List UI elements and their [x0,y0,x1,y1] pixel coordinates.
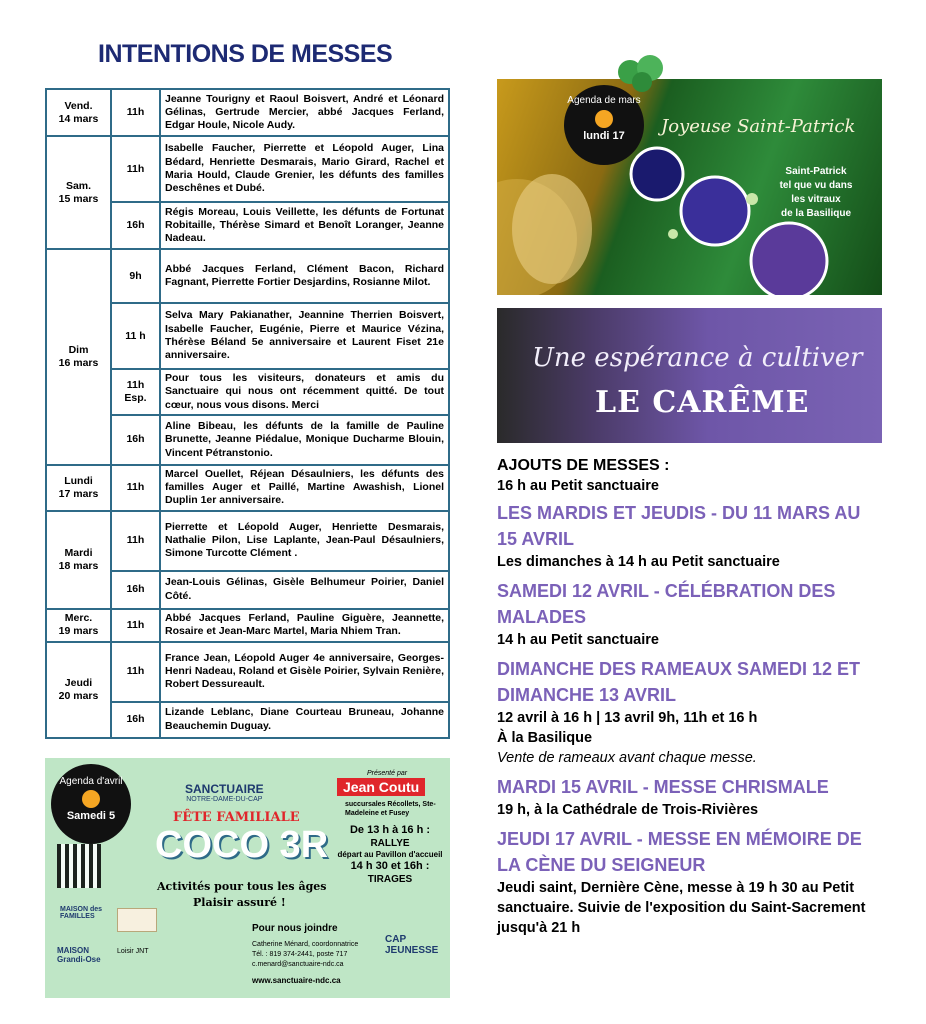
mass-row [46,465,449,511]
mass-intention-text: France Jean, Léopold Auger 4e anniversaire, Georges-Henri Nadeau, Roland et Gisèle Poirier, Sylvain Renière, Robert Dessureault. [160,642,449,702]
mass-intention-text: Marcel Ouellet, Réjean Désaulniers, les défunts des familles Auger et Paillé, Martine Awashish, Lionel Duplin 1er anniversaire. [160,465,449,511]
mass-date: 20 mars [58,689,99,702]
ajout-title: MARDI 15 AVRIL - MESSE CHRISMALE [497,777,829,797]
mass-day: Sam. [65,179,92,192]
mass-intentions-table [45,88,450,739]
mass-time: 16h [111,702,160,738]
ajout-note: Vente de rameaux avant chaque messe. [497,750,757,766]
mass-intention-text: Régis Moreau, Louis Veillette, les défunts de Fortunat Robitaille, Thérèse Simard et Benoît Loranger, Jeanne Nadeau. [160,202,449,249]
mass-day-cell [46,249,111,465]
mass-date: 18 mars [58,559,99,572]
page-title: INTENTIONS DE MESSES [98,40,393,68]
sponsor-logo: Jean Coutu [337,778,425,796]
mass-intention-text: Jean-Louis Gélinas, Gisèle Belhumeur Poirier, Daniel Côté. [160,571,449,609]
mass-row [46,642,449,702]
ajout-line: Les dimanches à 14 h au Petit sanctuaire [497,554,780,570]
partner-logo [117,908,157,932]
saint-patrick-banner [497,79,882,295]
badge-top-text: Agenda d'avril [59,776,123,787]
ajout-line: 14 h au Petit sanctuaire [497,632,659,648]
maison-grandi-ose-logo: MAISON Grandi-Ose [57,946,101,964]
loisir-jnt-logo: Loisir JNT [117,948,149,955]
mass-date: 19 mars [58,625,99,638]
mass-time: 11h [111,609,160,642]
ajout-section [497,500,897,572]
website-link[interactable]: www.sanctuaire-ndc.ca [252,976,341,985]
caption-line: les vitraux [791,194,841,205]
contact-phone: Tél. : 819 374-2441, poste 717 [252,951,348,958]
ajout-title: JEUDI 17 AVRIL - MESSE EN MÉMOIRE DE LA CÈNE DU SEIGNEUR [497,829,862,875]
mass-intention-text: Selva Mary Pakianather, Jeannine Therrien Boisvert, Isabelle Faucher, Eugénie, Pierre et Maurice Vézina, Thérèse Béland 5e anniversaire et Laurent Fiset 21e anniversaire. [160,303,449,369]
ajout-line: À la Basilique [497,730,593,746]
mass-intention-text: Abbé Jacques Ferland, Clément Bacon, Richard Fagnant, Pierrette Fortier Desjardins, Rosianne Milot. [160,249,449,303]
mass-intention-text: Abbé Jacques Ferland, Pauline Giguère, Jeannette, Rosaire et Jean-Marc Martel, Maria Nhiem Tran. [160,609,449,642]
mass-time: 16h [111,571,160,609]
mass-day-cell [46,609,111,642]
ajouts-section [497,456,897,938]
contact-heading: Pour nous joindre [252,923,338,934]
mass-time: 11h [111,465,160,511]
mass-time: 11h [111,136,160,202]
mass-time: 11h Esp. [111,369,160,415]
sanctuaire-logo [185,782,264,803]
ajout-section [497,578,897,650]
ajout-title: DIMANCHE DES RAMEAUX SAMEDI 12 ET DIMANCHE 13 AVRIL [497,659,861,705]
activities-text: Activités pour tous les âges [157,880,327,893]
caption-line: Saint-Patrick [785,166,847,177]
contact-name: Catherine Ménard, coordonnatrice [252,941,359,948]
saint-patrick-caption [760,165,872,221]
schedule-departure: départ au Pavillon d'accueil [337,850,443,859]
coco-3r-poster [45,758,450,998]
cap-jeunesse-logo: CAP JEUNESSE [385,934,439,956]
caption-line: tel que vu dans [779,180,853,191]
mass-intention-text: Lizande Leblanc, Diane Courteau Bruneau, Johanne Beauchemin Duguay. [160,702,449,738]
ajout-line: Jeudi saint, Dernière Cène, messe à 19 h 30 au Petit sanctuaire. Suivie de l'exposition du Saint-Sacrement jusqu'à 21 h [497,880,866,936]
mass-day: Vend. [64,99,93,112]
mass-day-cell [46,642,111,738]
mass-day: Dim [68,343,89,356]
sanctuaire-name: SANCTUAIRE [185,782,264,796]
mass-intention-text: Isabelle Faucher, Pierrette et Léopold Auger, Lina Bédard, Henriette Desmarais, Mario Girard, Rachel et Maria Hould, Claude Grenier, les défunts des familles Deschênes et Dubé. [160,136,449,202]
mass-day-cell [46,89,111,136]
mass-day: Jeudi [64,676,93,689]
shamrock-icon [612,52,670,92]
caption-line: de la Basilique [780,208,852,219]
mass-row [46,511,449,571]
plaisir-text: Plaisir assuré ! [193,896,286,909]
sponsor-branches: succursales Récollets, Ste-Madeleine et Fusey [345,801,436,817]
mass-time: 11h [111,89,160,136]
mass-intention-text: Pour tous les visiteurs, donateurs et amis du Sanctuaire qui nous ont récemment quitté. De tout cœur, nous vous disons. Merci [160,369,449,415]
fete-label: FÊTE FAMILIALE [173,810,300,825]
ajout-line: 19 h, à la Cathédrale de Trois-Rivières [497,802,759,818]
careme-tagline: Une espérance à cultiver [532,343,863,373]
mass-intention-text: Jeanne Tourigny et Raoul Boisvert, André et Léonard Gélinas, Gertrude Mercier, abbé Jacques Ferland, Edgar Houle, Nicole Audy. [160,89,449,136]
saint-patrick-heading: Joyeuse Saint-Patrick [661,116,856,137]
ajout-line: 12 avril à 16 h | 13 avril 9h, 11h et 16 h [497,710,758,726]
qr-code [57,844,101,888]
presented-by: Présenté par [367,770,408,777]
event-schedule [335,824,445,886]
mass-day-cell [46,465,111,511]
maison-familles-logo: MAISON des FAMILLES [60,906,103,920]
mass-row [46,609,449,642]
mass-time: 16h [111,202,160,249]
mass-row [46,89,449,136]
ajout-title: SAMEDI 12 AVRIL - CÉLÉBRATION DES MALADES [497,581,836,627]
badge-day-text: Samedi 5 [66,810,116,822]
badge-top-text: Agenda de mars [567,95,641,106]
ajout-section [497,826,897,938]
mass-intention-text: Pierrette et Léopold Auger, Henriette Desmarais, Nathalie Pilon, Lise Laplante, Jean-Paul Désaulniers, Simone Turcotte Clément . [160,511,449,571]
schedule-time-1: De 13 h à 16 h : [349,824,431,836]
mass-day: Lundi [64,474,93,487]
calendar-icon [595,110,613,128]
careme-title: LE CARÊME [595,385,810,420]
mass-row [46,249,449,303]
ajout-title: LES MARDIS ET JEUDIS - DU 11 MARS AU 15 AVRIL [497,503,861,549]
mass-day-cell [46,136,111,249]
mass-time: 11h [111,511,160,571]
ajout-section [497,774,897,820]
ajouts-subheading: 16 h au Petit sanctuaire [497,478,659,494]
agenda-badge-april [51,764,131,844]
schedule-rallye: RALLYE [370,838,410,849]
mass-date: 14 mars [58,112,99,125]
mass-day: Mardi [64,546,93,559]
event-name: COCO 3R [155,824,329,866]
schedule-tirages: TIRAGES [367,874,413,885]
careme-banner [497,308,882,443]
mass-day-cell [46,511,111,609]
mass-row [46,136,449,202]
sanctuaire-subtitle: NOTRE-DAME-DU-CAP [186,796,263,803]
mass-date: 16 mars [58,356,99,369]
contact-email: c.menard@sanctuaire-ndc.ca [252,961,344,968]
mass-intention-text: Aline Bibeau, les défunts de la famille de Pauline Brunette, Jeanne Piédalue, Monique Ducharme Blouin, Vincent Pétranstonio. [160,415,449,465]
schedule-time-2: 14 h 30 et 16h : [350,860,430,872]
mass-date: 15 mars [58,192,99,205]
mass-time: 11 h [111,303,160,369]
mass-time: 11h [111,642,160,702]
ajout-section [497,656,897,768]
mass-day: Merc. [64,612,93,625]
badge-day-text: lundi 17 [583,130,625,142]
ajouts-heading: AJOUTS DE MESSES : [497,457,670,474]
mass-time: 16h [111,415,160,465]
calendar-icon [82,790,100,808]
mass-date: 17 mars [58,487,99,500]
mass-time: 9h [111,249,160,303]
agenda-badge-march [564,85,644,165]
